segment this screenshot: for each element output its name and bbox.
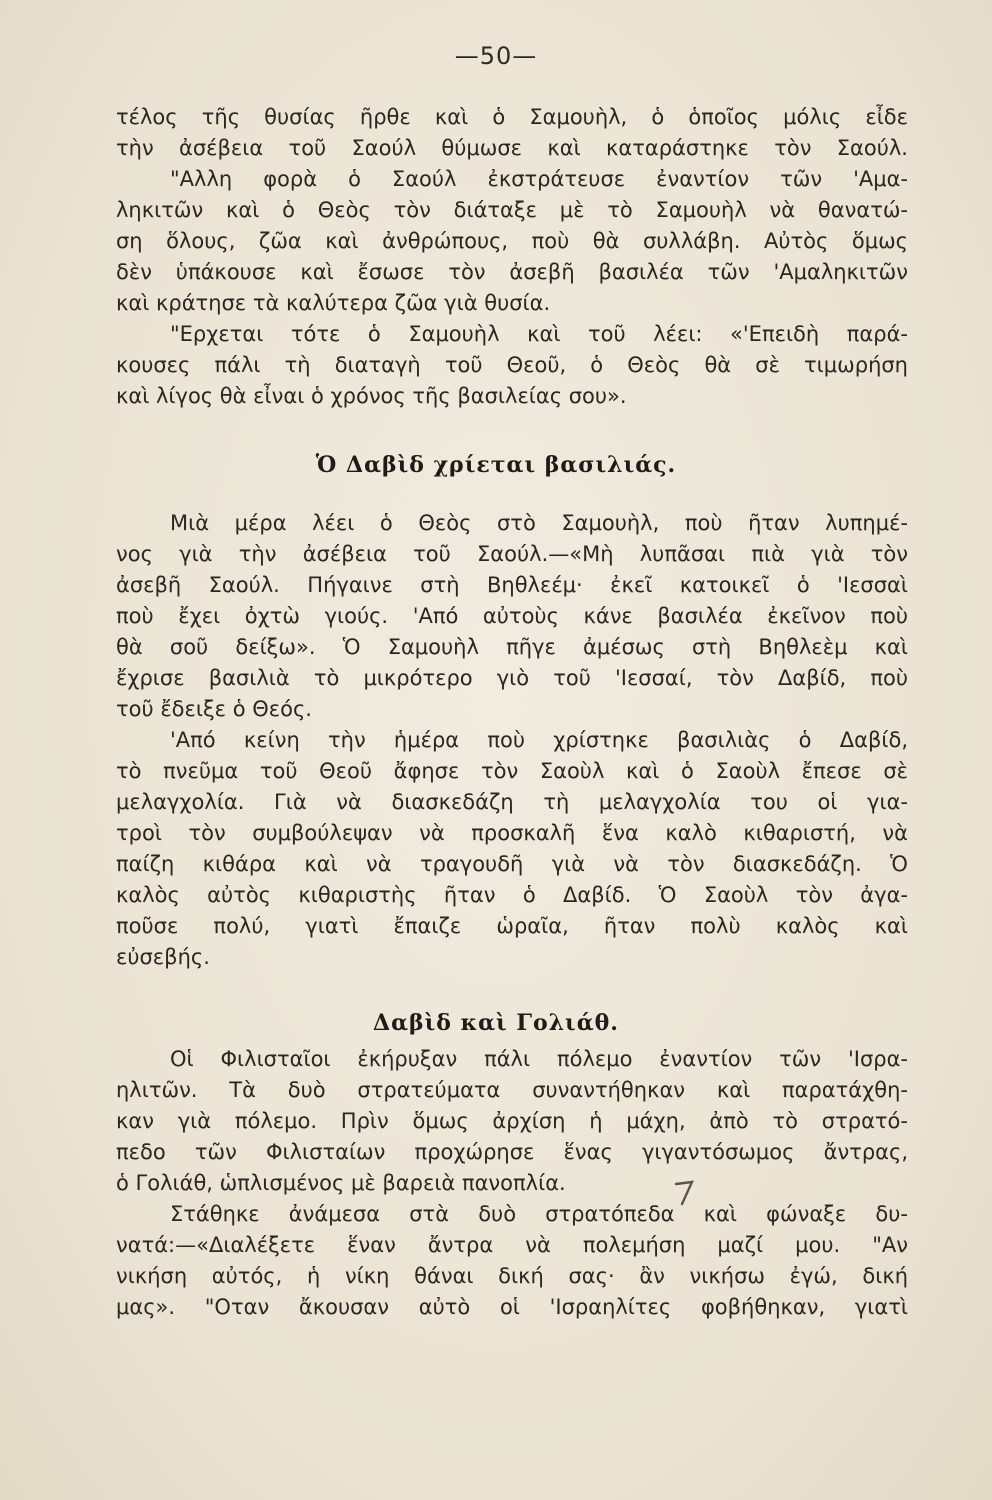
- text-block-intro: [116, 102, 908, 412]
- text-line: "Αλλη φορὰ ὁ Σαούλ ἐκστράτευσε ἐναντίον τῶν 'Αμα-: [170, 167, 908, 191]
- section-heading-david-anointed: Ὁ Δαβὶδ χρίεται βασιλιάς.: [315, 452, 677, 478]
- text-line: Οἱ Φιλισταῖοι ἐκήρυξαν πάλι πόλεμο ἐναντίον τῶν 'Ισρα-: [170, 1047, 908, 1071]
- text-line: Στάθηκε ἀνάμεσα στὰ δυὸ στρατόπεδα καὶ φώναξε δυ-: [170, 1202, 908, 1226]
- text-line: ὁ Γολιάθ, ὡπλισμένος μὲ βαρειὰ πανοπλία.: [116, 1171, 566, 1195]
- text-line: ποὺ ἔχει ὀχτὼ γιούς. 'Από αὐτοὺς κάνε βασιλέα ἐκεῖνον ποὺ: [116, 604, 908, 628]
- text-line: καλὸς αὐτὸς κιθαριστὴς ῆταν ὁ Δαβίδ. Ὁ Σαοὺλ τὸν ἀγα-: [116, 883, 908, 907]
- text-line: τοῦ ἔδειξε ὁ Θεός.: [116, 697, 312, 721]
- text-line: ση ὅλους, ζῶα καὶ ἀνθρώπους, ποὺ θὰ συλλάβη. Αὐτὸς ὅμως: [116, 229, 908, 253]
- text-line: δὲν ὑπάκουσε καὶ ἔσωσε τὸν ἀσεβῆ βασιλέα τῶν 'Αμαληκιτῶν: [116, 260, 908, 284]
- page-number: —50—: [454, 42, 538, 70]
- text-line: νος γιὰ τὴν ἀσέβεια τοῦ Σαούλ.—«Μὴ λυπᾶσαι πιὰ γιὰ τὸν: [116, 542, 908, 566]
- text-line: καὶ λίγος θὰ εἶναι ὁ χρόνος τῆς βασιλείας σου».: [116, 384, 627, 408]
- text-line: τροὶ τὸν συμβούλεψαν νὰ προσκαλῆ ἕνα καλὸ κιθαριστή, νὰ: [116, 821, 908, 845]
- text-line: νατά:—«Διαλέξετε ἕναν ἄντρα νὰ πολεμήση μαζί μου. "Αν: [116, 1233, 908, 1257]
- text-line: κουσες πάλι τὴ διαταγὴ τοῦ Θεοῦ, ὁ Θεὸς θὰ σὲ τιμωρήση: [116, 353, 908, 377]
- text-line: ηλιτῶν. Τὰ δυὸ στρατεύματα συναντήθηκαν καὶ παρατάχθη-: [116, 1078, 908, 1102]
- text-line: μας». "Οταν ἄκουσαν αὐτὸ οἱ 'Ισραηλίτες φοβήθηκαν, γιατὶ: [116, 1295, 908, 1319]
- section-heading-david-goliath: Δαβὶδ καὶ Γολιάθ.: [373, 1010, 619, 1036]
- text-line: "Ερχεται τότε ὁ Σαμουὴλ καὶ τοῦ λέει: «'Επειδὴ παρά-: [170, 322, 908, 346]
- text-line: παίζη κιθάρα καὶ νὰ τραγουδῆ γιὰ νὰ τὸν διασκεδάζη. Ὁ: [116, 852, 908, 876]
- text-line: τὸ πνεῦμα τοῦ Θεοῦ ἄφησε τὸν Σαοὺλ καὶ ὁ Σαοὺλ ἔπεσε σὲ: [116, 759, 908, 783]
- text-line: 'Από κείνη τὴν ἡμέρα ποὺ χρίστηκε βασιλιὰς ὁ Δαβίδ,: [170, 728, 908, 752]
- text-line: εὐσεβής.: [116, 945, 210, 969]
- text-line: τέλος τῆς θυσίας ῆρθε καὶ ὁ Σαμουὴλ, ὁ ὁποῖος μόλις εἶδε: [116, 105, 908, 129]
- text-line: καν γιὰ πόλεμο. Πρὶν ὅμως ἀρχίση ἡ μάχη, ἀπὸ τὸ στρατό-: [116, 1109, 908, 1133]
- text-line: ποῦσε πολύ, γιατὶ ἔπαιζε ὡραῖα, ῆταν πολὺ καλὸς καὶ: [116, 914, 908, 938]
- text-line: ἀσεβῆ Σαούλ. Πήγαινε στὴ Βηθλεέμ· ἐκεῖ κατοικεῖ ὁ 'Ιεσσαὶ: [116, 573, 908, 597]
- text-line: καὶ κράτησε τὰ καλύτερα ζῶα γιὰ θυσία.: [116, 291, 551, 315]
- text-line: ἔχρισε βασιλιὰ τὸ μικρότερο γιὸ τοῦ 'Ιεσσαί, τὸν Δαβίδ, ποὺ: [116, 666, 908, 690]
- text-line: πεδο τῶν Φιλισταίων προχώρησε ἕνας γιγαντόσωμος ἄντρας,: [116, 1140, 908, 1164]
- text-block-david-anointed: [116, 508, 908, 973]
- pencil-mark-icon: [672, 1176, 698, 1206]
- text-line: μελαγχολία. Γιὰ νὰ διασκεδάζη τὴ μελαγχολία του οἱ για-: [116, 790, 908, 814]
- text-block-david-goliath: [116, 1044, 908, 1323]
- text-line: νικήση αὐτός, ἡ νίκη θάναι δική σας· ἂν νικήσω ἐγώ, δική: [116, 1264, 908, 1288]
- text-line: Μιὰ μέρα λέει ὁ Θεὸς στὸ Σαμουὴλ, ποὺ ῆταν λυπημέ-: [170, 511, 908, 535]
- text-line: ληκιτῶν καὶ ὁ Θεὸς τὸν διάταξε μὲ τὸ Σαμουὴλ νὰ θανατώ-: [116, 198, 908, 222]
- text-line: τὴν ἀσέβεια τοῦ Σαούλ θύμωσε καὶ καταράστηκε τὸν Σαούλ.: [116, 136, 908, 160]
- text-line: θὰ σοῦ δείξω». Ὁ Σαμουὴλ πῆγε ἀμέσως στὴ Βηθλεὲμ καὶ: [116, 635, 908, 659]
